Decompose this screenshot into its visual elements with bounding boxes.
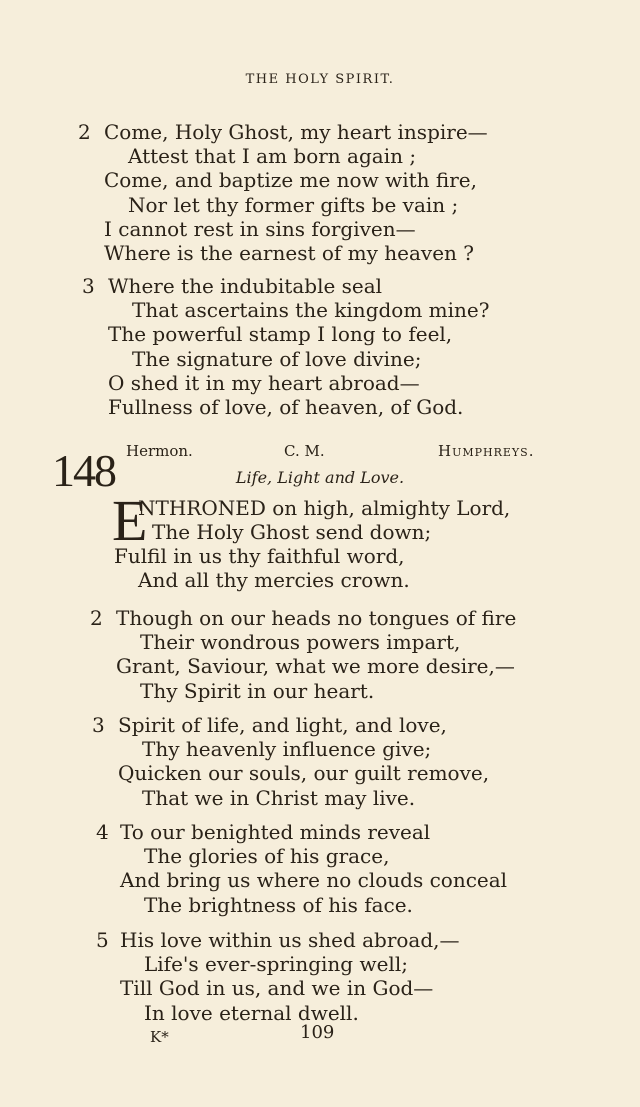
hymn-stanza-1 bbox=[138, 496, 510, 544]
page-number: 109 bbox=[300, 1022, 335, 1043]
composer: Humphreys. bbox=[438, 442, 535, 460]
hymn-number: 148 bbox=[52, 445, 115, 496]
stanza-number: 3 bbox=[92, 713, 105, 737]
verse-line: In love eternal dwell. bbox=[144, 1000, 359, 1025]
verse-line: The signature of love divine; bbox=[132, 346, 422, 371]
hymn-stanza-3 bbox=[118, 713, 489, 810]
hymn-stanza-4 bbox=[120, 820, 507, 917]
verse-line: Spirit of life, and light, and love, bbox=[118, 713, 447, 737]
verse-line: Come, Holy Ghost, my heart inspire— bbox=[104, 120, 488, 144]
hymn-stanza-1-cont bbox=[114, 544, 410, 592]
verse-line: That ascertains the kingdom mine? bbox=[132, 298, 490, 323]
verse-line: The powerful stamp I long to feel, bbox=[108, 322, 453, 347]
verse-line: The Holy Ghost send down; bbox=[152, 520, 432, 545]
verse-line: His love within us shed abroad,— bbox=[120, 928, 460, 952]
tune-name: Hermon. bbox=[126, 442, 193, 460]
running-head: THE HOLY SPIRIT. bbox=[245, 72, 395, 87]
signature-mark: K* bbox=[150, 1028, 169, 1046]
verse-line: Come, and baptize me now with fire, bbox=[104, 168, 477, 193]
drop-cap: E bbox=[112, 488, 148, 553]
hymn-subtitle: Life, Light and Love. bbox=[235, 468, 405, 487]
hymn-stanza-5 bbox=[120, 928, 460, 1025]
stanza-number: 2 bbox=[78, 120, 91, 144]
verse-line: Thy Spirit in our heart. bbox=[140, 678, 375, 703]
verse-line: The brightness of his face. bbox=[144, 892, 413, 917]
verse-line: Grant, Saviour, what we more desire,— bbox=[116, 654, 515, 679]
stanza-number: 2 bbox=[90, 606, 103, 630]
verse-line: Fullness of love, of heaven, of God. bbox=[108, 395, 464, 420]
verse-line: NTHRONED on high, almighty Lord, bbox=[138, 496, 511, 520]
verse-line: O shed it in my heart abroad— bbox=[108, 370, 420, 395]
verse-line: Life's ever-springing well; bbox=[144, 952, 408, 977]
verse-line: Till God in us, and we in God— bbox=[120, 976, 434, 1001]
meter: C. M. bbox=[284, 442, 325, 460]
verse-line: Fulfil in us thy faithful word, bbox=[114, 544, 405, 568]
stanza-number: 5 bbox=[96, 928, 109, 952]
verse-line: And all thy mercies crown. bbox=[138, 568, 410, 593]
verse-line: Their wondrous powers impart, bbox=[140, 630, 461, 655]
verse-line: Though on our heads no tongues of fire bbox=[116, 606, 517, 630]
verse-line: Nor let thy former gifts be vain ; bbox=[128, 192, 459, 217]
stanza-top-3 bbox=[108, 274, 489, 419]
verse-line: Attest that I am born again ; bbox=[128, 144, 417, 169]
verse-line: And bring us where no clouds conceal bbox=[120, 868, 508, 893]
verse-line: I cannot rest in sins forgiven— bbox=[104, 216, 416, 241]
verse-line: That we in Christ may live. bbox=[142, 785, 416, 810]
stanza-number: 3 bbox=[82, 274, 95, 298]
stanza-top-2 bbox=[104, 120, 488, 265]
verse-line: Where is the earnest of my heaven ? bbox=[104, 241, 475, 266]
verse-line: Where the indubitable seal bbox=[108, 274, 383, 298]
hymn-stanza-2 bbox=[116, 606, 516, 703]
verse-line: The glories of his grace, bbox=[144, 844, 390, 869]
stanza-number: 4 bbox=[96, 820, 109, 844]
verse-line: To our benighted minds reveal bbox=[120, 820, 431, 844]
verse-line: Thy heavenly influence give; bbox=[142, 737, 432, 762]
verse-line: Quicken our souls, our guilt remove, bbox=[118, 761, 490, 786]
